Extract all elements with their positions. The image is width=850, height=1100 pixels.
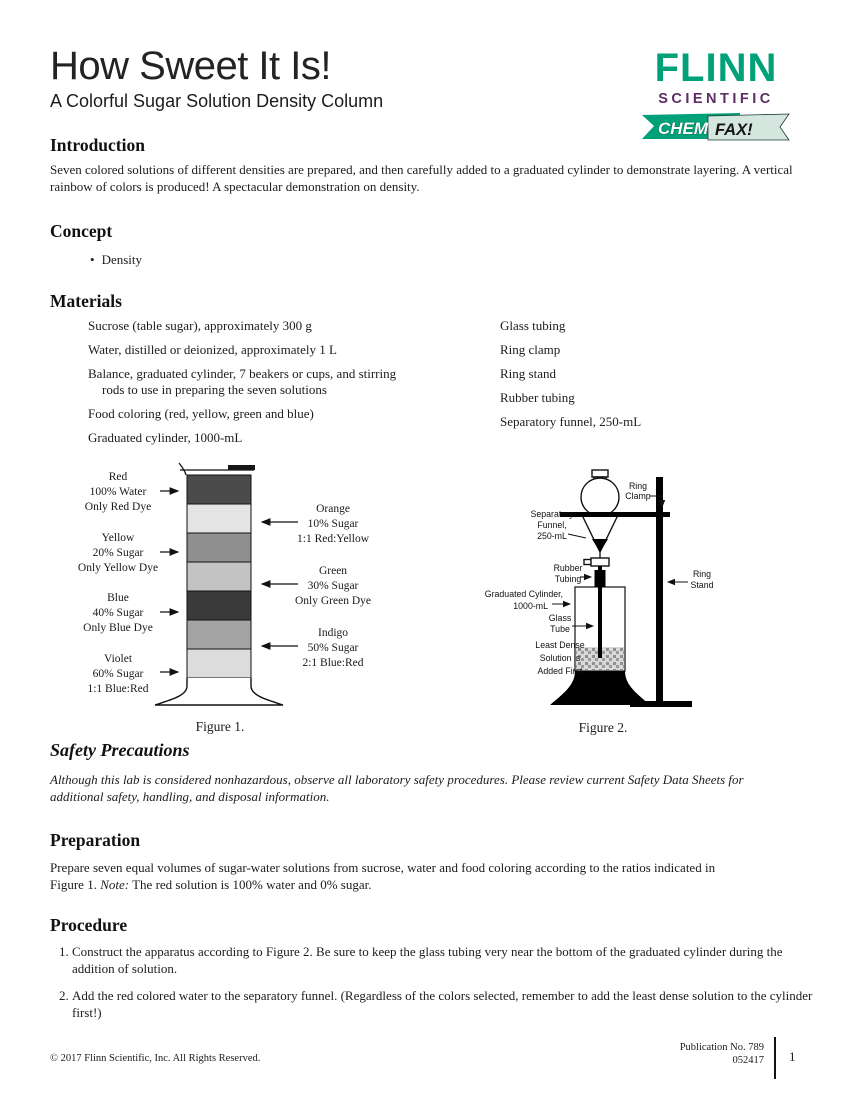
layer-orange: [187, 504, 251, 533]
label-line: Ring: [628, 481, 648, 491]
label-line: Only Yellow Dye: [77, 562, 159, 574]
chemfax-ribbon-graphic: [640, 111, 792, 141]
stopcock: [591, 558, 609, 566]
label-line: Violet: [103, 653, 133, 665]
cylinder-rim-shadow: [228, 465, 255, 470]
preparation-body: [50, 860, 744, 893]
label-line: 2:1 Blue:Red: [302, 657, 364, 669]
concept-bullet-item: [90, 252, 142, 268]
introduction-body: Seven colored solutions of different densities are prepared, and then carefully added to a graduated cylinder to demonstrate layering. A vertical rainbow of colors is produced! A spectacular demonstration on density.: [50, 162, 793, 194]
page-title: How Sweet It Is!: [50, 44, 331, 88]
label-line: Rubber: [553, 563, 583, 573]
publication-number: Publication No. 789: [679, 1042, 764, 1053]
note-label: Note:: [100, 876, 130, 892]
concept-heading: Concept: [50, 221, 113, 241]
funnel-stopper: [592, 470, 608, 477]
layer-blue: [187, 591, 251, 620]
funnel-liquid-tip: [592, 539, 608, 552]
layer-yellow: [187, 533, 251, 562]
publication-date: 052417: [732, 1055, 764, 1066]
label-line: Green: [318, 565, 348, 577]
materials-heading: Materials: [50, 291, 122, 311]
list-item: Ring clamp: [500, 342, 561, 357]
procedure-heading: Procedure: [50, 915, 128, 935]
preparation-heading: Preparation: [50, 830, 141, 850]
label-line: Only Blue Dye: [83, 622, 153, 634]
label-line: Only Green Dye: [294, 595, 372, 607]
footer-divider: [774, 1037, 776, 1079]
page-number: 1: [789, 1049, 796, 1064]
preparation-text: Prepare seven equal volumes of sugar-water solutions from sucrose, water and food coloring according to the ratios indicated in Figure 1.: [50, 860, 716, 892]
label-line: 250-mL: [537, 531, 567, 541]
list-item: Sucrose (table sugar), approximately 300 g: [88, 318, 312, 333]
label-line: 20% Sugar: [92, 547, 144, 559]
label-line: Added First: [537, 666, 583, 676]
label-line: Graduated Cylinder,: [484, 589, 563, 599]
logo-brand-text: FLINN: [654, 46, 778, 90]
figure2-apparatus: [484, 455, 800, 745]
label-line: Glass: [548, 613, 572, 623]
figure1-left-arrows: [160, 491, 178, 672]
label-line: Only Red Dye: [84, 501, 152, 513]
safety-body: Although this lab is considered nonhazardous, observe all laboratory safety procedures. Please review current Safety Data Sheets for additional safety, handling, and disposal information.: [50, 772, 744, 804]
label-line: 50% Sugar: [307, 642, 359, 654]
figure1-left-labels: [78, 471, 158, 695]
label-line: Orange: [316, 503, 350, 515]
publication-info: [680, 1041, 764, 1067]
preparation-text-after-note: The red solution is 100% water and 0% sugar.: [129, 876, 372, 892]
list-item: Balance, graduated cylinder, 7 beakers or cups, and stirring rods to use in preparing the seven solutions: [88, 366, 397, 397]
label-line: 30% Sugar: [307, 580, 359, 592]
label-line: Indigo: [317, 627, 349, 639]
label-line: Ring: [692, 569, 712, 579]
label-line: Stand: [690, 580, 714, 590]
funnel-bulb: [581, 478, 619, 516]
list-item: Glass tubing: [500, 318, 566, 333]
separatory-funnel: [581, 470, 619, 552]
label-line: 40% Sugar: [92, 607, 144, 619]
label-line: Least Dense: [535, 640, 585, 650]
figure1-right-labels: [295, 503, 371, 669]
cylinder-black-base: [550, 671, 650, 705]
badge-fax-text: FAX!: [715, 121, 753, 139]
layer-green: [187, 562, 251, 591]
label-line: Tube: [550, 624, 570, 634]
bullet-icon: •: [90, 252, 95, 267]
label-line: Red: [108, 471, 128, 483]
figure2-caption: Figure 2.: [578, 720, 628, 735]
label-line: 10% Sugar: [307, 518, 359, 530]
badge-chem-text: CHEM: [658, 119, 709, 138]
figure1-right-arrows: [262, 522, 298, 646]
label-line: Yellow: [101, 532, 135, 544]
label-line: Funnel,: [537, 520, 567, 530]
logo-subbrand-text: SCIENTIFIC: [658, 91, 774, 107]
layer-indigo: [187, 620, 251, 649]
list-item: Separatory funnel, 250-mL: [500, 414, 642, 429]
concept-bullet-label: Density: [101, 252, 143, 267]
label-line: 1:1 Blue:Red: [87, 683, 149, 695]
copyright-text: © 2017 Flinn Scientific, Inc. All Rights Reserved.: [50, 1053, 261, 1064]
list-item: Food coloring (red, yellow, green and blue): [88, 406, 314, 421]
label-line: Solution is: [539, 653, 581, 663]
ring-clamp-bar: [560, 512, 670, 517]
label-line: 100% Water: [89, 486, 147, 498]
label-line: Blue: [107, 592, 129, 604]
stopcock-handle: [584, 560, 591, 565]
label-line: 1000-mL: [513, 601, 548, 611]
page-subtitle: A Colorful Sugar Solution Density Column: [50, 91, 384, 111]
procedure-step: 2. Add the red colored water to the separatory funnel. (Regardless of the colors selected, remember to add the least dense solution to the cylinder first!): [72, 988, 828, 1021]
figure1-density-column: [50, 455, 400, 745]
cylinder-layers: [187, 475, 251, 678]
cylinder-base: [155, 678, 283, 705]
label-line: 60% Sugar: [92, 668, 144, 680]
layer-violet: [187, 649, 251, 678]
materials-list-left: [88, 318, 410, 454]
label-line: Tubing: [554, 574, 582, 584]
label-line: Separatory: [530, 509, 574, 519]
rubber-tubing: [595, 570, 606, 587]
materials-list-right: [500, 318, 800, 438]
figure1-caption: Figure 1.: [195, 719, 245, 734]
introduction-heading: Introduction: [50, 135, 145, 155]
label-line: 1:1 Red:Yellow: [297, 533, 369, 545]
flinn-logo: [640, 48, 792, 141]
list-item: Rubber tubing: [500, 390, 575, 405]
chemfax-badge: [640, 111, 792, 141]
label-line: Clamp: [625, 491, 651, 501]
pointer-line: [568, 534, 586, 538]
layer-red: [187, 475, 251, 504]
ring-stand-pole: [656, 477, 663, 705]
procedure-steps: [54, 944, 828, 1032]
list-item: Water, distilled or deionized, approximately 1 L: [88, 342, 337, 357]
safety-heading: Safety Precautions: [50, 740, 190, 760]
list-item: Graduated cylinder, 1000-mL: [88, 430, 243, 445]
cylinder-spout: [179, 463, 186, 475]
list-item: Ring stand: [500, 366, 556, 381]
procedure-step: 1. Construct the apparatus according to Figure 2. Be sure to keep the glass tubing very near the bottom of the graduated cylinder during the addition of solution.: [72, 944, 828, 977]
